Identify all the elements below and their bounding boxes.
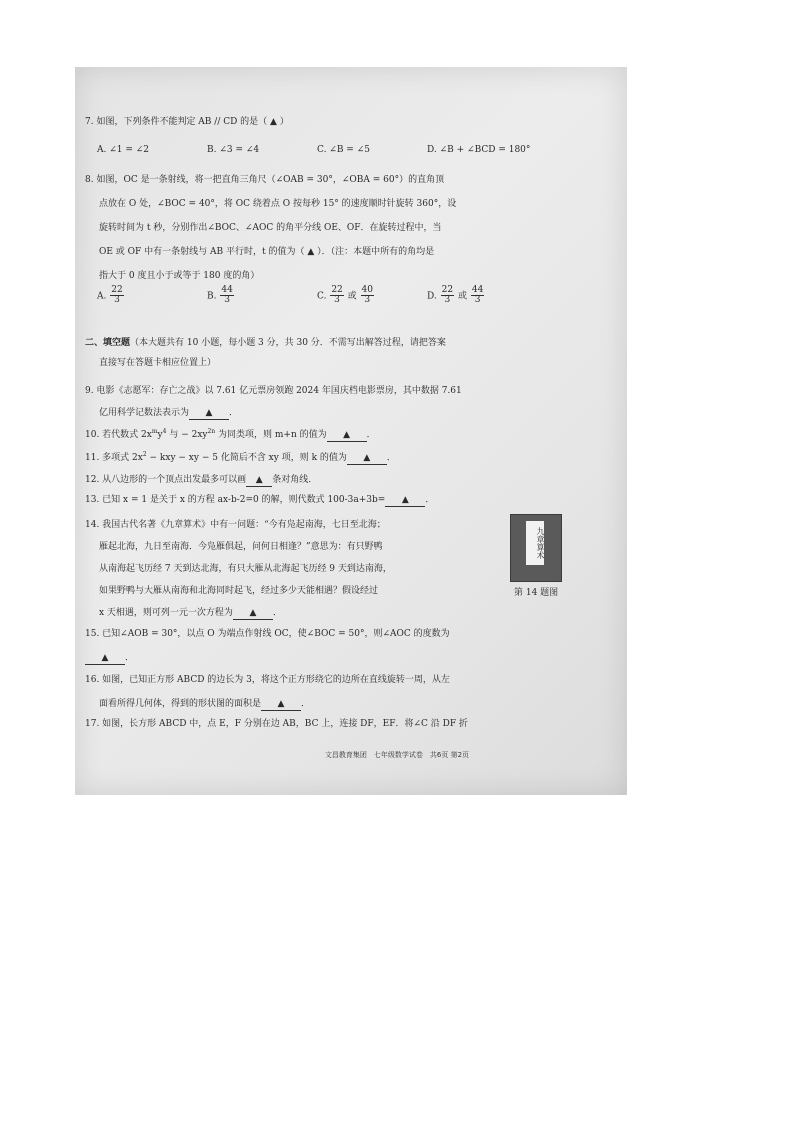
book-cover-image (510, 514, 562, 582)
answer-blank-16: ▲ (261, 700, 301, 711)
question-8 (85, 168, 540, 288)
question-16-line-2: 面看所得几何体，得到的形状图的面积是 (99, 699, 262, 709)
question-13: 13. 已知 x = 1 是关于 x 的方程 ax-b-2=0 的解，则代数式 100-3a+3b= ▲ ． (85, 495, 435, 505)
question-17 (85, 718, 540, 731)
answer-blank-13: ▲ (385, 496, 425, 507)
question-8-line-5: 指大于 0 度且小于或等于 180 度的角） (99, 271, 260, 281)
page-footer: 文昌教育集团 七年级数学试卷 共6页 第2页 (324, 751, 470, 759)
question-14-line-3: 从南海起飞历经 7 天到达北海，有只大雁从北海起飞历经 9 天到达南海， (99, 564, 392, 574)
option-c: C. ∠B = ∠5 (317, 145, 370, 155)
question-8-options (97, 286, 537, 306)
option-d: D. $\frac{22}{3}$ 或 $\frac{44}{3}$ (427, 285, 484, 306)
option-c: C. $\frac{22}{3}$ 或 $\frac{40}{3}$ (317, 285, 373, 306)
question-16-line-1: 16. 如图，已知正方形 ABCD 的边长为 3，将这个正方形绕它的边所在直线旋转一周，从左 (85, 675, 450, 685)
question-17-line-1: 17. 如图，长方形 ABCD 中，点 E，F 分别在边 AB，BC 上，连接 DF，EF．将∠C 沿 DF 折 (85, 719, 468, 729)
question-8-line-4: OE 或 OF 中有一条射线与 AB 平行时，t 的值为（ ▲ ）．（注：本题中所有的角均是 (99, 247, 435, 257)
question-14-line-1: 14. 我国古代名著《九章算术》中有一问题：“今有凫起南海，七日至北海； (85, 520, 386, 530)
question-12: 12. 从八边形的一个顶点出发最多可以画 ▲ 条对角线． (85, 475, 318, 485)
question-8-line-2: 点放在 O 处，∠BOC = 40°，将 OC 绕着点 O 按每秒 15° 的速度顺时针旋转 360°，设 (99, 199, 457, 209)
answer-blank-15: ▲ (85, 654, 125, 665)
answer-blank-10: ▲ (327, 431, 367, 442)
answer-blank-9: ▲ (189, 409, 229, 420)
question-7-stem: 7. 如图，下列条件不能判定 AB // CD 的是（ ▲ ） (85, 117, 289, 127)
answer-blank-11: ▲ (347, 454, 387, 465)
option-a: A. $\frac{22}{3}$ (97, 285, 123, 306)
question-7-options (97, 144, 537, 157)
book-title-label: 九章算术 (526, 521, 544, 565)
section-2-title: 二、填空题 (85, 338, 131, 348)
question-8-line-1: 8. 如图，OC 是一条射线，将一把直角三角尺（∠OAB = 30°，∠OBA = 60°）的直角顶 (85, 175, 445, 185)
answer-blank-14: ▲ (233, 609, 273, 620)
option-b: B. ∠3 = ∠4 (207, 145, 260, 155)
question-14-line-2: 雁起北海，九日至南海．今凫雁俱起，问何日相逢？”意思为：有只野鸭 (99, 542, 383, 552)
section-2-desc-1: （本大题共有 10 小题，每小题 3 分，共 30 分．不需写出解答过程，请把答案 (130, 338, 446, 348)
question-14: 14. 我国古代名著《九章算术》中有一问题：“今有凫起南海，七日至北海； 雁起北海，九日至南海．今凫雁俱起，问何日相逢？”意思为：有只野鸭 从南海起飞历经 7 天到达北海，有只大雁从北海起飞历经 9 天到达南海， 如果野鸭与大雁从南海和北海同时起飞，经过多少天能相遇？假设经过 x 天相遇，则可列一元一次方程为 ▲ ． (85, 514, 505, 624)
option-b: B. $\frac{44}{3}$ (207, 285, 233, 306)
question-14-line-5: x 天相遇，则可列一元一次方程为 (99, 608, 233, 618)
question-15-line-1: 15. 已知∠AOB = 30°，以点 O 为端点作射线 OC，使∠BOC = 50°，则∠AOC 的度数为 (85, 629, 450, 639)
question-7 (85, 116, 540, 129)
option-d: D. ∠B + ∠BCD = 180° (427, 145, 531, 155)
figure-14-caption: 第 14 题图 (514, 588, 559, 598)
question-11: 11. 多项式 $2x^2$ − kxy − xy − 5 化简后不含 xy 项，则 k 的值为 ▲ ． (85, 451, 396, 463)
question-16: 16. 如图，已知正方形 ABCD 的边长为 3，将这个正方形绕它的边所在直线旋转一周，从左 面看所得几何体，得到的形状图的面积是 ▲ ． (85, 668, 540, 716)
answer-blank-12: ▲ (246, 476, 272, 487)
question-14-line-4: 如果野鸭与大雁从南海和北海同时起飞，经过多少天能相遇？假设经过 (99, 586, 379, 596)
section-2-desc-2: 直接写在答题卡相应位置上） (99, 358, 217, 368)
question-9-line-2: 亿用科学记数法表示为 (99, 408, 190, 418)
question-9-line-1: 9. 电影《志愿军：存亡之战》以 7.61 亿元票房领跑 2024 年国庆档电影票房，其中数据 7.61 (85, 386, 462, 396)
question-10: 10. 若代数式 $2x^my^4$ 与 − $2xy^{2n}$ 为同类项，则 m+n 的值为 ▲ ． (85, 428, 376, 440)
section-2-header (85, 333, 540, 373)
question-9: 9. 电影《志愿军：存亡之战》以 7.61 亿元票房领跑 2024 年国庆档电影票房，其中数据 7.61 亿用科学记数法表示为 ▲ ． (85, 380, 540, 424)
option-a: A. ∠1 = ∠2 (97, 145, 150, 155)
question-8-line-3: 旋转时间为 t 秒，分别作出∠BOC、∠AOC 的角平分线 OE、OF．在旋转过程中，当 (99, 223, 442, 233)
question-15: 15. 已知∠AOB = 30°，以点 O 为端点作射线 OC，使∠BOC = 50°，则∠AOC 的度数为 ▲ ． (85, 622, 540, 670)
